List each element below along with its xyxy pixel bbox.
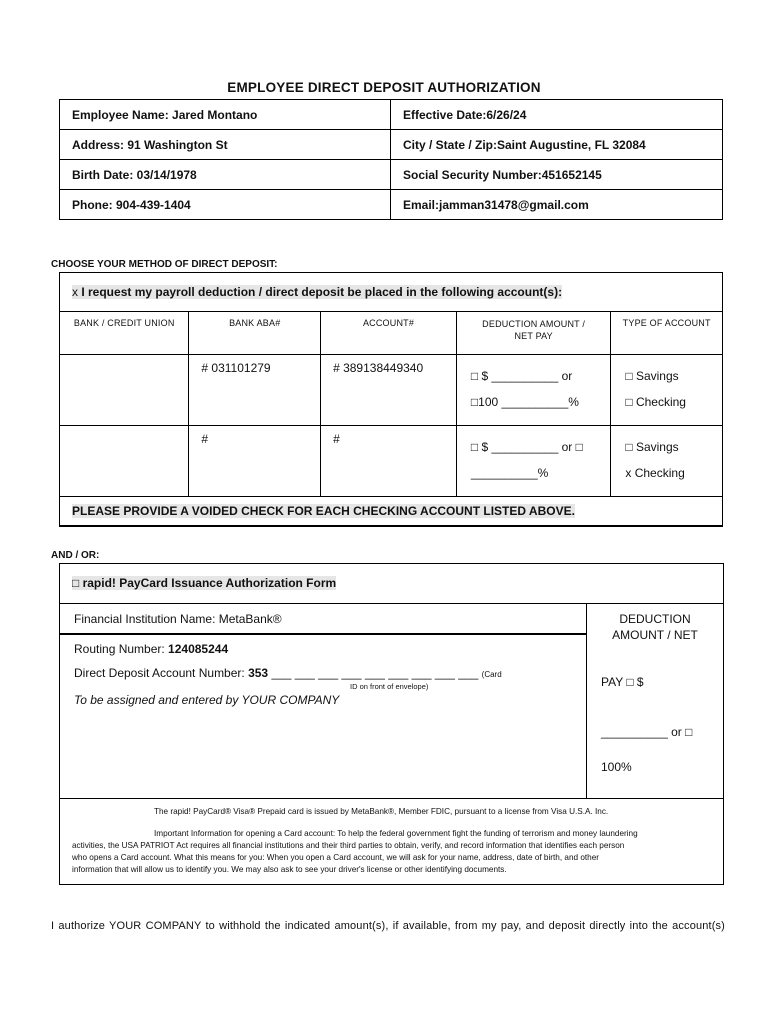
direct-deposit-account-number: Direct Deposit Account Number: 353 ___ ___ ___ ___ ___ ___ ___ ___ ___ (Card [74, 666, 502, 680]
type-cell [611, 426, 723, 497]
col-account: ACCOUNT# [321, 312, 457, 355]
address: Address: 91 Washington St [60, 130, 391, 160]
paycard-disclosure [60, 798, 723, 884]
deduction-amount-option[interactable]: □ $ __________ or □ [470, 440, 583, 454]
authorization-text: I authorize YOUR COMPANY to withhold the indicated amount(s), if available, from my pay, and deposit directly into the account(s) [51, 920, 725, 932]
request-checkbox[interactable]: x [72, 285, 81, 299]
request-row [60, 273, 723, 312]
direct-deposit-table [59, 272, 723, 527]
bank-cell[interactable] [60, 355, 189, 426]
assigned-note: To be assigned and entered by YOUR COMPANY [74, 693, 340, 707]
voided-check-note: PLEASE PROVIDE A VOIDED CHECK FOR EACH CHECKING ACCOUNT LISTED ABOVE. [60, 497, 723, 527]
financial-institution: Financial Institution Name: MetaBank® [60, 604, 586, 635]
col-bank: BANK / CREDIT UNION [60, 312, 189, 355]
email: Email:jamman31478@gmail.com [391, 190, 723, 220]
account-row-2 [60, 426, 723, 497]
account-row-1 [60, 355, 723, 426]
or-option[interactable]: __________ or □ [601, 725, 693, 739]
disclosure-line-4: information that will allow us to identify you. We may also ask to see your driver's license or other identifying documents. [72, 865, 507, 874]
routing-number: Routing Number: 124085244 [74, 642, 229, 656]
pay-amount-option[interactable]: PAY □ $ [601, 675, 644, 689]
deduction-cell [456, 355, 610, 426]
employee-name: Employee Name: Jared Montano [60, 100, 391, 130]
effective-date: Effective Date:6/26/24 [391, 100, 723, 130]
paycard-header [60, 564, 723, 604]
employee-info-table [59, 99, 723, 220]
aba-cell[interactable]: # [189, 426, 321, 497]
disclosure-issuer: The rapid! PayCard® Visa® Prepaid card is issued by MetaBank®, Member FDIC, pursuant to a license from Visa U.S.A. Inc. [154, 807, 609, 816]
social-security-number: Social Security Number:451652145 [391, 160, 723, 190]
paycard-deduction [587, 604, 723, 798]
phone: Phone: 904-439-1404 [60, 190, 391, 220]
form-title: EMPLOYEE DIRECT DEPOSIT AUTHORIZATION [227, 80, 541, 95]
checking-checkbox[interactable]: x Checking [625, 466, 685, 480]
aba-cell[interactable]: # 031101279 [189, 355, 321, 426]
paycard-checkbox-label[interactable]: □ rapid! PayCard Issuance Authorization Form [72, 576, 337, 590]
account-cell[interactable]: # 389138449340 [321, 355, 457, 426]
deduction-amount-option[interactable]: □ $ __________ or [470, 369, 573, 383]
account-prefix: 353 [248, 666, 269, 680]
routing-value: 124085244 [168, 642, 229, 656]
type-cell [611, 355, 723, 426]
paycard-section [59, 563, 724, 885]
city-state-zip: City / State / Zip:Saint Augustine, FL 32084 [391, 130, 723, 160]
disclosure-line-1: Important Information for opening a Card account: To help the federal government fight the funding of terrorism and money laundering [154, 829, 638, 838]
card-id-note: ID on front of envelope) [350, 682, 429, 691]
account-cell[interactable]: # [321, 426, 457, 497]
birth-date: Birth Date: 03/14/1978 [60, 160, 391, 190]
and-or-label: AND / OR: [51, 550, 100, 561]
col-aba: BANK ABA# [189, 312, 321, 355]
request-text: I request my payroll deduction / direct deposit be placed in the following account(s): [81, 285, 563, 299]
bank-cell[interactable] [60, 426, 189, 497]
savings-checkbox[interactable]: □ Savings [625, 440, 679, 454]
account-blanks[interactable]: ___ ___ ___ ___ ___ ___ ___ ___ ___ [268, 666, 479, 680]
deduction-percent-option[interactable]: □100 __________% [470, 395, 579, 409]
card-note: (Card [481, 670, 502, 679]
method-label: CHOOSE YOUR METHOD OF DIRECT DEPOSIT: [51, 259, 278, 270]
paycard-details [60, 604, 587, 798]
deduction-percent-option[interactable]: __________% [470, 466, 549, 480]
deduction-cell [456, 426, 610, 497]
deduction-header: DEDUCTION AMOUNT / NET [612, 612, 698, 642]
percent-option[interactable]: 100% [601, 760, 632, 774]
col-type: TYPE OF ACCOUNT [611, 312, 723, 355]
col-deduction: DEDUCTION AMOUNT / NET PAY [456, 312, 610, 355]
disclosure-line-2: activities, the USA PATRIOT Act requires all financial institutions and their third parties to obtain, verify, and record information that identifies each person [72, 841, 625, 850]
checking-checkbox[interactable]: □ Checking [625, 395, 686, 409]
savings-checkbox[interactable]: □ Savings [625, 369, 679, 383]
disclosure-line-3: who opens a Card account. What this means for you: When you open a Card account, we will ask for your name, address, date of birth, and other [72, 853, 600, 862]
